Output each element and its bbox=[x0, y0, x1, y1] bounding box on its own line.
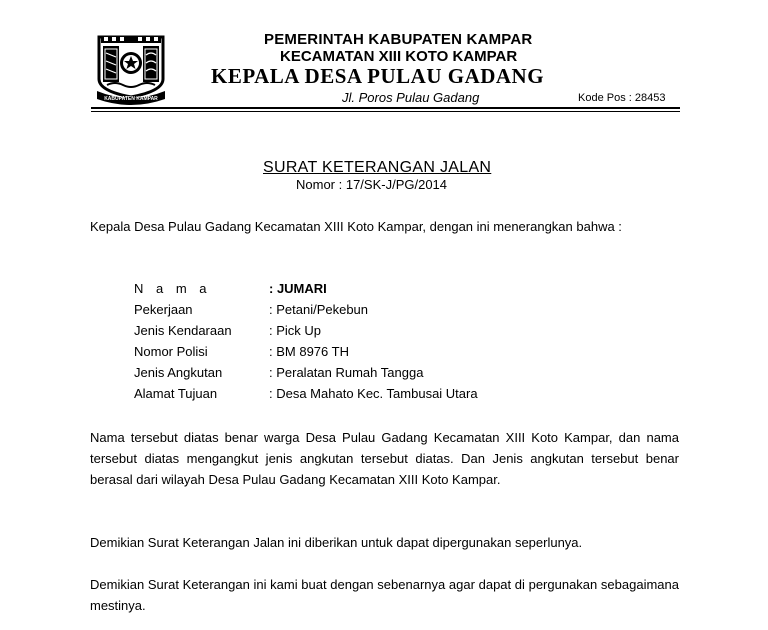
field-label: Jenis Kendaraan bbox=[134, 323, 232, 338]
header-divider-thick bbox=[91, 107, 680, 109]
field-value: : BM 8976 TH bbox=[269, 344, 349, 359]
header-divider-thin bbox=[91, 111, 680, 112]
field-value: : Pick Up bbox=[269, 323, 322, 338]
field-label: Alamat Tujuan bbox=[134, 386, 218, 401]
field-value: : Peralatan Rumah Tangga bbox=[269, 365, 424, 380]
field-label: Pekerjaan bbox=[134, 302, 193, 317]
header-subdistrict-title: KECAMATAN XIII KOTO KAMPAR bbox=[280, 48, 518, 65]
emblem-banner-text: KABUPATEN KAMPAR bbox=[104, 96, 158, 102]
header-postal-code: Kode Pos : 28453 bbox=[578, 92, 666, 104]
field-label: N a m a bbox=[134, 281, 212, 296]
letter-number: Nomor : 17/SK-J/PG/2014 bbox=[296, 177, 448, 192]
field-label: Jenis Angkutan bbox=[134, 365, 223, 380]
district-emblem-logo bbox=[95, 33, 167, 105]
header-government-title: PEMERINTAH KABUPATEN KAMPAR bbox=[264, 31, 533, 48]
intro-paragraph: Kepala Desa Pulau Gadang Kecamatan XIII Koto Kampar, dengan ini menerangkan bahwa : bbox=[90, 219, 622, 234]
header-village-head-title: KEPALA DESA PULAU GADANG bbox=[211, 64, 545, 88]
field-value: : JUMARI bbox=[269, 281, 327, 296]
letter-title: SURAT KETERANGAN JALAN bbox=[263, 159, 492, 176]
closing-paragraph: Demikian Surat Keterangan ini kami buat dengan sebenarnya agar dapat di pergunakan sebagaimana mestinya. bbox=[90, 577, 679, 613]
field-value: : Desa Mahato Kec. Tambusai Utara bbox=[269, 386, 478, 401]
purpose-paragraph: Demikian Surat Keterangan Jalan ini diberikan untuk dapat dipergunakan seperlunya. bbox=[90, 535, 583, 550]
header-address: Jl. Poros Pulau Gadang bbox=[342, 90, 480, 105]
field-value: : Petani/Pekebun bbox=[269, 302, 369, 317]
statement-paragraph: Nama tersebut diatas benar warga Desa Pulau Gadang Kecamatan XIII Koto Kampar, dan nama tersebut diatas mengangkut jenis angkutan tersebut diatas. Dan Jenis angkutan tersebut benar berasal dari wilayah Desa Pulau Gadang Kecamatan XIII Koto Kampar. bbox=[90, 430, 679, 487]
field-label: Nomor Polisi bbox=[134, 344, 208, 359]
